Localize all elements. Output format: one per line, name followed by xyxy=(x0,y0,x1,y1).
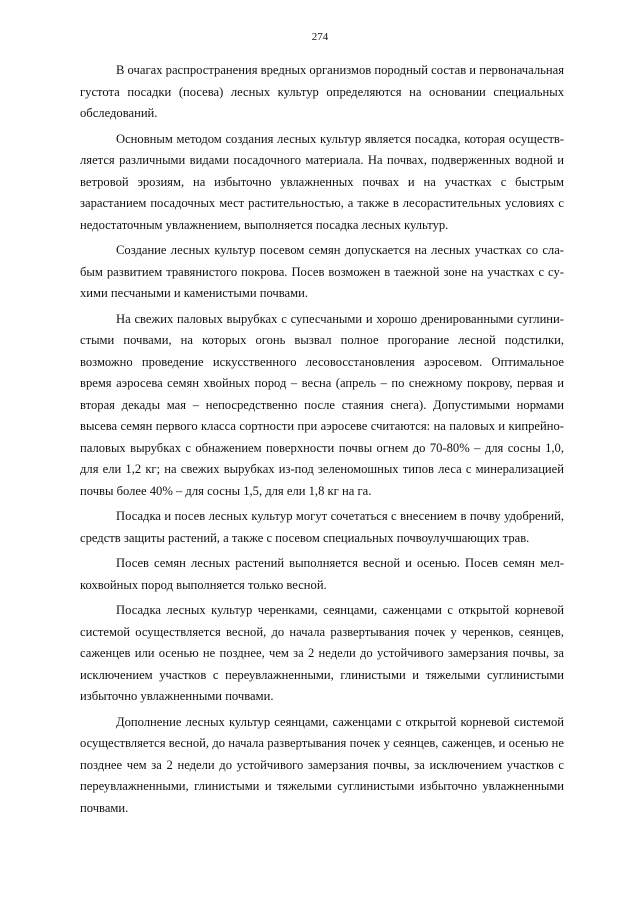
paragraph: Посев семян лесных растений выполняется весной и осенью. Посев семян мелкохвойных пород выполняется только весной. xyxy=(80,556,564,592)
body-text xyxy=(80,60,564,823)
paragraph: В очагах распространения вредных организмов породный состав и первоначальная густота посадки (посева) лесных культур определяются на основании специальных обследований. xyxy=(80,63,564,120)
paragraph: Основным методом создания лесных культур является посадка, которая осуществляется различными видами посадочного материала. На почвах, подверженных водной и ветровой эрозиям, на избыточно увлажненных почвах и на участках с быстрым зарастанием посадочных мест растительностью, а также в лесорастительных условиях с недостаточным увлажнением, выполняется посадка лесных культур. xyxy=(80,131,564,232)
page-number: 274 xyxy=(311,31,329,43)
paragraph: Посадка лесных культур черенками, сеянцами, саженцами с открытой корневой системой осуществляется весной, до начала развертывания почек у черенков, сеянцев, саженцев или осенью не позднее, чем за 2 недели до устойчивого замерзания почвы, за исключением участков с переувлажненными, глинистыми и тяжелыми суглинистыми избыточно увлажненными почвами. xyxy=(80,603,564,703)
paragraph: На свежих паловых вырубках с супесчаными и хорошо дренированными суглинистыми почвами, на которых огонь вызвал полное прогорание лесной подстилки, возможно проведение искусственного лесовосстановления аэросевом. Оптимальное время аэросева семян хвойных пород – весна (апрель – по снежному покрову, первая и вторая декады мая – непосредственно после стаяния снега). Допустимыми нормами высева семян первого класса сортности при аэросеве считаются: на паловых и кипрейно-паловых вырубках с обнажением поверхности почвы огнем до 70-80% – для сосны 1,0, для ели 1,2 кг; на свежих вырубках из-под зеленомошных типов леса с минерализацией почвы более 40% – для сосны 1,5, для ели 1,8 кг на га. xyxy=(80,311,564,498)
paragraph: Создание лесных культур посевом семян допускается на лесных участках со слабым развитием травянистого покрова. Посев возможен в таежной зоне на участках с сухими песчаными и каменистыми почвами. xyxy=(80,243,564,300)
paragraph: Дополнение лесных культур сеянцами, саженцами с открытой корневой системой осуществляется весной, до начала развертывания почек у сеянцев, саженцев, и осенью не позднее чем за 2 недели до устойчивого замерзания почвы, за исключением участков с переувлажненными, глинистыми и тяжелыми суглинистыми избыточно увлажненными почвами. xyxy=(80,714,564,815)
paragraph: Посадка и посев лесных культур могут сочетаться с внесением в почву удобрений, средств защиты растений, а также с посевом специальных почвоулучшающих трав. xyxy=(80,509,564,545)
